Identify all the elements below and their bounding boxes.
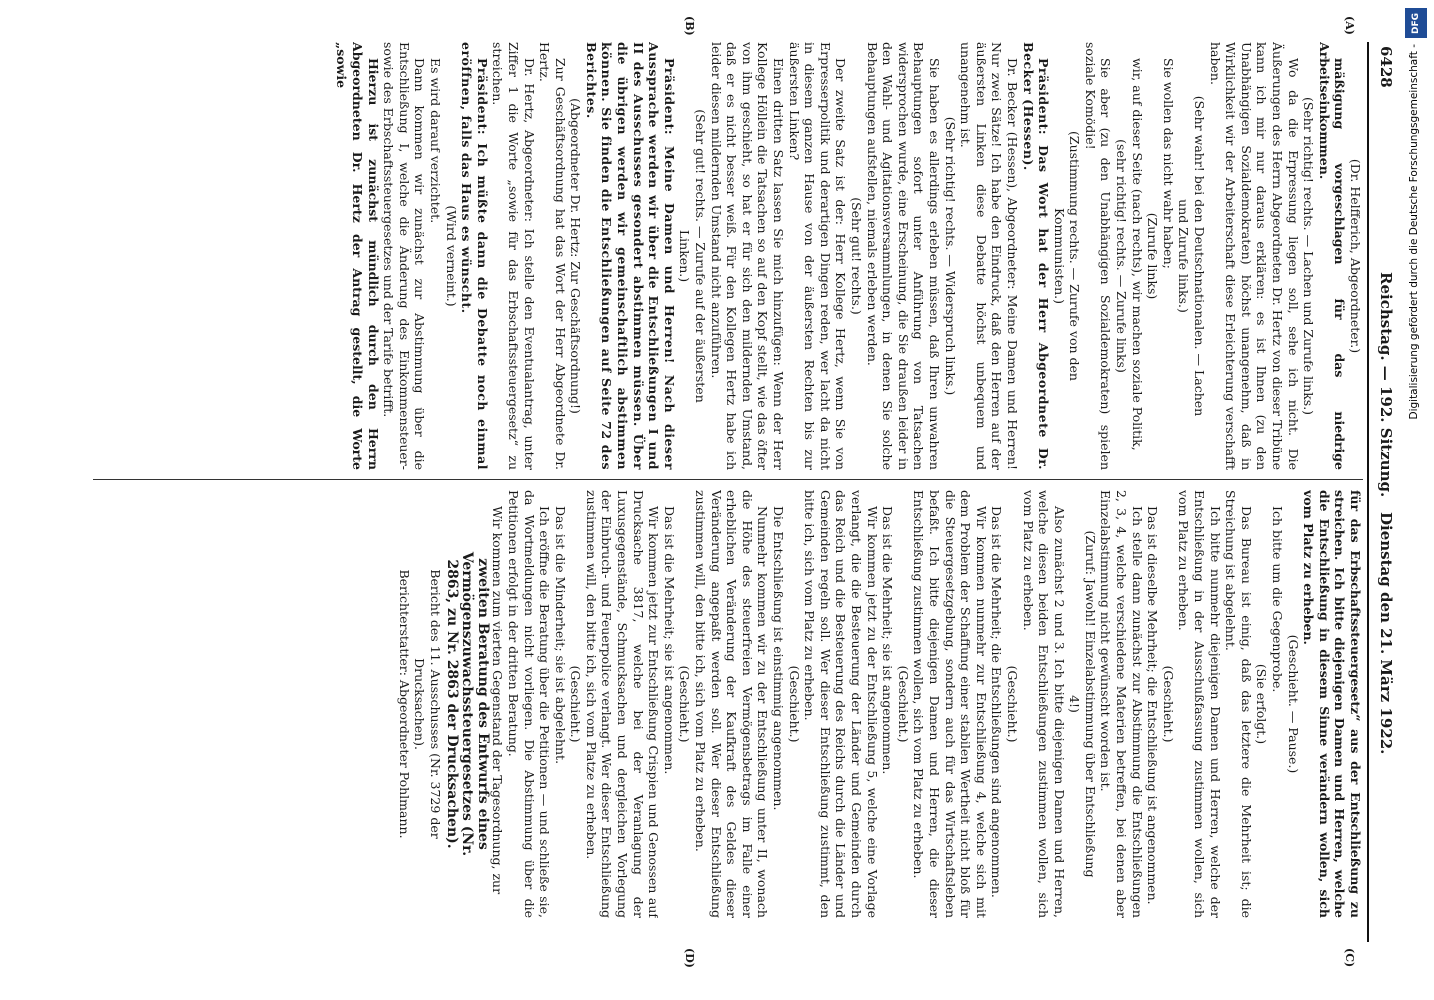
paragraph: Ich bitte um die Gegenprobe. [1270,506,1286,693]
paragraph: Nunmehr kommen wir zu der Entschließung unter II, wonach die Höhe des steuerfreien Vermögensbetrags im Falle einer erheblichen Veränderung der Kaufkraft des Geldes dieser Veränderung angepaßt werden soll. Wer dieser Entschließung zustimmen will, den bitte ich, sich vom Platz zu erheben. [693,490,771,918]
paragraph: Die Entschließung ist einstimmig angenommen. [771,506,787,811]
paragraph: Ich stelle dann zunächst zur Abstimmung die Entschließungen 2, 3, 4, welche verschiedene Materien betreffen, bei denen aber Einzelabstimmung nicht gewünscht worden ist. [1098,490,1145,918]
interjection: (Abgeordneter Dr. Hertz: Zur Geschäftsordnung!) [568,98,584,414]
dfg-sidebar [1400,0,1434,1000]
interjection: (Sehr richtig! rechts. — Widerspruch links.) [942,116,958,396]
speaker-heading: (Dr. Helfferich, Abgeordneter.) [1348,158,1363,354]
interjection: (Sie erfolgt.) [1254,663,1270,745]
interjection: (Sehr wahr! bei den Deutschnationalen. — Lachen und Zurufe links.) [1176,95,1208,417]
paragraph: Es wird darauf verzichtet. [427,58,443,224]
interjection: (Zuruf: Jawohl! Einzelabstimmung über Entschließung 4!) [1067,530,1098,878]
paragraph: Ich eröffne die Beratung über die Petitionen — und schließe sie, da Wortmeldungen nicht vorliegen. Die Abstimmung über die Petitionen erfolgt in der dritten Beratung. [505,490,553,918]
rotated-print-area [77,16,1397,968]
paragraph: Sie haben es allerdings erleben müssen, daß Ihren unwahren Behauptungen sofort unter Anführung von Tatsachen widersprochen wurde, eine Erscheinung, die Sie draußen leider in den Wahl- und Agitationsversammlungen, in denen Sie solche Behauptungen aufstellen, niemals erleben werden. [864,42,942,470]
paragraph: Sie wollen das nicht wahr haben; [1160,58,1176,269]
interjection: (Geschieht. — Pause.) [1285,634,1301,774]
paragraph: wir, auf dieser Seite (nach rechts), wir machen soziale Politik, [1129,58,1145,451]
dfg-credit-text: Digitalisierung gefördert durch die Deutsche Forschungsgemeinschaft - [1408,44,1420,420]
running-head [1367,42,1397,942]
paragraph: Wir kommen nunmehr zur Entschließung 4, welche sich mit dem Problem der Schaffung einer stabilen Wertheit nicht bloß für die Steuergesetzgebung, sondern auch für das Wirtschaftsleben befaßt. Ich bitte diejenigen Damen und Herren, die dieser Entschließung zustimmen wollen, sich vom Platz zu erheben. [911,490,989,918]
report-line: Bericht des 11. Ausschusses (Nr. 3729 der Drucksachen). [412,569,443,839]
paragraph: für das Erbschaftssteuergesetz“ aus der Entschließung zu streichen. Ich bitte diejenigen Damen und Herren, welche die Entschließung in diesem Sinne verändern wollen, sich vom Platz zu erheben. [1301,490,1363,918]
scanned-page [40,0,1400,1000]
rapporteur-line: Berichterstatter: Abgeordneter Pohlmann. [396,569,412,839]
interjection: (Zustimmung rechts. — Zurufe von den Kommunisten.) [1051,131,1083,381]
paragraph: Dr. Becker (Hessen), Abgeordneter: Meine Damen und Herren! Nur zwei Sätze! Ich habe den Eindruck, daß den Herren auf der äußersten Linken diese Debatte höchst unbequem und unangenehm ist. [958,42,1020,470]
column-left-text [93,42,1363,470]
interjection: (Geschieht.) [1160,665,1176,743]
page-number: 6428 [1377,46,1395,88]
paragraph: Der zweite Satz ist der: Herr Kollege Hertz, wenn Sie von Erpresserpolitik und derartigen Dingen reden, wer lacht da nicht in diesem ganzen Hause von der äußersten Rechten bis zur äußersten Linken? [786,42,849,470]
speaker-paragraph: Präsident: Das Wort hat der Herr Abgeordnete Dr. Becker (Hessen). [1020,42,1052,470]
interjection: (Geschieht.) [1004,665,1020,743]
paragraph: Einen dritten Satz lassen Sie mich hinzufügen: Wenn der Herr Kollege Höllein die Tatsachen so auf den Kopf stellt, wie das öfter von ihm geschieht, so hat er für sich den mildernden Umstand, daß er es nicht besser weiß. Für den Kollegen Hertz habe ich leider diesen mildernden Umstand nicht anzuführen. [708,42,787,470]
interjection: (Geschieht.) [568,665,584,743]
interjection: (sehr richtig! rechts. — Zurufe links) [1114,139,1130,373]
margin-mark-c: (C) [1343,948,1356,968]
interjection: (Wird verneint.) [443,205,459,307]
paragraph: Das ist die Mehrheit; sie ist angenommen. [880,506,896,775]
paragraph: Zur Geschäftsordnung hat das Wort der Herr Abgeordnete Dr. Hertz. [537,42,568,470]
speaker-paragraph: Präsident: Meine Damen und Herren! Nach dieser Aussprache werden wir über die Entschließungen I und II des Ausschusses gesondert abstimmen müssen. Über die übrigen werden wir gemeinschaftlich abstimmen können. Sie finden die Entschließungen auf Seite 72 des Berichtes. [583,42,677,470]
interjection: (Geschieht.) [895,665,911,743]
paragraph: mäßigung vorgeschlagen für das niedrige Arbeitseinkommen. [1316,42,1348,470]
paragraph: Wir kommen jetzt zur Entschließung Crispien und Genossen auf Drucksache 3817, welche bei der Veranlagung der Luxusgegenstände, Schmucksachen und dergleichen Vorlegung der Einbruch- und Feuerpolice verlangt. Wer dieser Entschließung zustimmen will, den bitte ich, sich vom Platze zu erheben. [583,490,662,918]
paragraph: Das ist dieselbe Mehrheit; die Entschließung ist angenommen. [1145,506,1161,905]
paragraph: Dann kommen wir zunächst zur Abstimmung über die Entschließung I, welche die Änderung des Einkommensteuer- sowie des Erbschaftssteuergesetzes und der Tarife betrifft. [381,42,428,470]
dfg-logo-icon: DFG [1405,8,1427,38]
speaker-paragraph: Präsident: Ich müßte dann die Debatte noch einmal eröffnen, falls das Haus es wünscht. [459,42,490,470]
interjection: (Sehr gut! rechts.) [849,197,864,315]
interjection: (Zurufe links) [1145,212,1161,300]
interjection: (Sehr gut! rechts. — Zurufe auf der äußersten Linken.) [677,109,709,403]
paragraph: Wir kommen jetzt zu der Entschließung 5, welche eine Vorlage verlangt, die die Besteuerung der Länder und Gemeinden durch das Reich und die Besteuerung des Reichs durch die Länder und Gemeinden regeln soll. Wer dieser Entschließung zustimmt, den bitte ich, sich vom Platz zu erheben. [802,490,880,918]
paragraph: Das ist die Minderheit; sie ist abgelehnt. [552,506,568,765]
paragraph: Wir kommen zum vierten Gegenstand der Tagesordnung, zur [490,506,506,895]
paragraph: Das ist die Mehrheit; sie ist angenommen. [661,506,677,775]
interjection: (Geschieht.) [677,665,693,743]
agenda-heading: zweiten Beratung des Entwurfs eines Vermögenszuwachssteuergesetzes (Nr. 2863, zu Nr. 2863 der Drucksachen). [443,551,491,857]
column-right-text [93,490,1363,918]
margin-mark-a: (A) [1343,16,1356,35]
paragraph: Dr. Hertz, Abgeordneter: Ich stelle den Eventualantrag, unter Ziffer 1 die Worte „sowie für das Erbschaftssteuergesetz“ zu streichen. [490,42,537,470]
margin-mark-d: (D) [683,948,696,968]
paragraph: Hierzu ist zunächst mündlich durch den Herrn Abgeordneten Dr. Hertz der Antrag gestellt, die Worte „sowie [334,42,381,470]
paragraph: Das Bureau ist einig, daß das letztere die Mehrheit ist; die Streichung ist abgelehnt. [1223,490,1254,918]
running-head-right: Dienstag den 21. März 1922. [1377,512,1395,755]
paragraph: Ich bitte nunmehr diejenigen Damen und Herren, welche der Entschließung in der Ausschußfassung zustimmen wollen, sich vom Platz zu erheben. [1176,490,1223,918]
paragraph: Wo da die Erpressung liegen soll, sehe ich nicht. Die Äußerungen des Herrn Abgeordneten Dr. Hertz von dieser Tribüne kann ich mir nur daraus erklären: es ist Ihnen (zu den Unabhängigen Sozialdemokraten) höchst unangenehm, daß in Wirklichkeit wir der Arbeiterschaft diese Erleichterung verschafft haben. [1207,42,1301,470]
interjection: (Geschieht.) [786,665,802,743]
column-divider [93,479,1363,480]
running-head-left: Reichstag. — 192. Sitzung. [1377,272,1395,498]
paragraph: Sie aber (zu den Unabhängigen Sozialdemokraten) spielen soziale Komödie! [1082,42,1114,470]
interjection: (Sehr richtig! rechts. — Lachen und Zurufe links.) [1301,96,1317,416]
paragraph: Also zunächst 2 und 3. Ich bitte diejenigen Damen und Herren, welche diesen beiden Entschließungen zustimmen wollen, sich vom Platz zu erheben. [1020,490,1067,918]
margin-mark-b: (B) [683,16,696,36]
paragraph: Das ist die Mehrheit; die Entschließungen sind angenommen. [989,506,1005,898]
